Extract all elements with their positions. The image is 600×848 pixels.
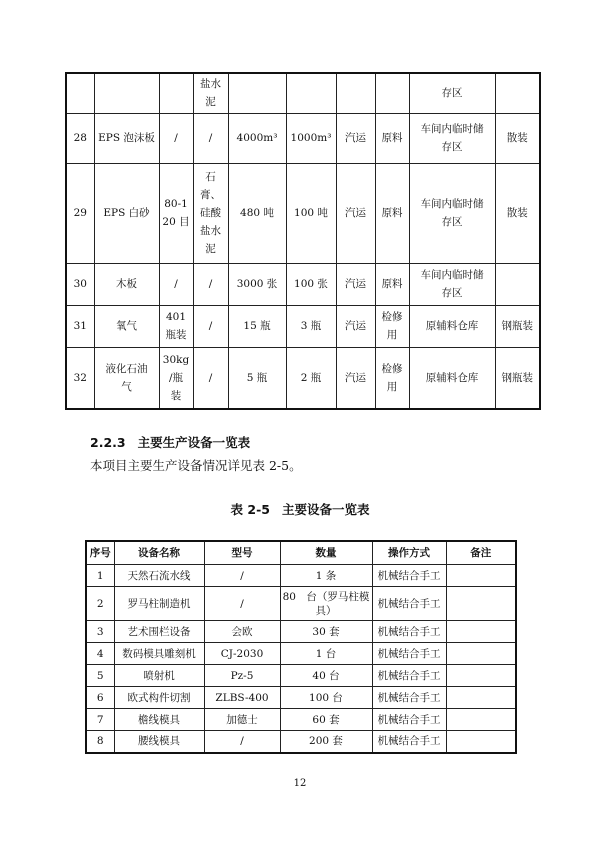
equipment-name-cell: 艺术围栏设备 [114, 621, 204, 643]
material-spec-cell: / [159, 263, 193, 305]
equipment-model-cell: / [204, 565, 280, 587]
equipment-name-cell: 罗马柱制造机 [114, 587, 204, 621]
equipment-mode-cell: 机械结合手工 [372, 687, 446, 709]
equipment-row [86, 731, 516, 753]
material-composition-cell: / [193, 113, 228, 163]
equipment-mode-cell: 机械结合手工 [372, 621, 446, 643]
equipment-header-cell: 设备名称 [114, 541, 204, 565]
material-composition-cell: / [193, 305, 228, 347]
equipment-header-cell: 备注 [446, 541, 516, 565]
equipment-name-cell: 欧式构件切割 [114, 687, 204, 709]
material-packing-cell [495, 263, 540, 305]
material-row [66, 163, 540, 263]
material-row [66, 73, 540, 113]
equipment-row [86, 587, 516, 621]
equipment-no-cell: 7 [86, 709, 114, 731]
equipment-name-cell: 檐线模具 [114, 709, 204, 731]
table-caption [0, 500, 600, 518]
material-max-storage-cell: 2 瓶 [286, 347, 336, 409]
equipment-note-cell [446, 621, 516, 643]
material-packing-cell: 散装 [495, 113, 540, 163]
material-transport-cell: 汽运 [336, 347, 375, 409]
material-max-storage-cell: 3 瓶 [286, 305, 336, 347]
equipment-model-cell: 会欧 [204, 621, 280, 643]
material-storage-cell: 原辅料仓库 [409, 347, 495, 409]
material-row [66, 113, 540, 163]
material-max-storage-cell: 100 张 [286, 263, 336, 305]
equipment-table-header [86, 541, 516, 565]
material-row [66, 347, 540, 409]
equipment-no-cell: 5 [86, 665, 114, 687]
material-name-cell: 液化石油 气 [94, 347, 159, 409]
page-number: 12 [293, 778, 307, 789]
material-composition-cell: / [193, 263, 228, 305]
equipment-qty-cell: 1 条 [280, 565, 372, 587]
material-transport-cell: 汽运 [336, 305, 375, 347]
equipment-row [86, 621, 516, 643]
material-transport-cell [336, 73, 375, 113]
equipment-note-cell [446, 709, 516, 731]
equipment-row [86, 709, 516, 731]
equipment-model-cell: / [204, 587, 280, 621]
equipment-model-cell: Pz-5 [204, 665, 280, 687]
equipment-qty-cell: 60 套 [280, 709, 372, 731]
section-paragraph: 本项目主要生产设备情况详见表 2-5。 [90, 458, 302, 473]
material-storage-cell: 车间内临时储 存区 [409, 163, 495, 263]
materials-table [65, 72, 541, 410]
material-no-cell: 32 [66, 347, 94, 409]
material-annual-cell: 4000m³ [228, 113, 286, 163]
material-no-cell: 30 [66, 263, 94, 305]
material-type-cell [375, 73, 409, 113]
material-packing-cell: 散装 [495, 163, 540, 263]
material-name-cell: EPS 泡沫板 [94, 113, 159, 163]
material-type-cell: 原料 [375, 113, 409, 163]
material-annual-cell: 3000 张 [228, 263, 286, 305]
equipment-row [86, 687, 516, 709]
material-packing-cell: 钢瓶装 [495, 305, 540, 347]
material-spec-cell: / [159, 113, 193, 163]
equipment-note-cell [446, 731, 516, 753]
material-storage-cell: 原辅料仓库 [409, 305, 495, 347]
equipment-qty-cell: 100 台 [280, 687, 372, 709]
section-heading [90, 433, 250, 451]
equipment-header-cell: 型号 [204, 541, 280, 565]
equipment-model-cell: 加德士 [204, 709, 280, 731]
material-composition-cell: / [193, 347, 228, 409]
equipment-qty-cell: 80 台（罗马柱模 具） [280, 587, 372, 621]
material-type-cell: 原料 [375, 163, 409, 263]
material-packing-cell: 钢瓶装 [495, 347, 540, 409]
material-composition-cell: 石 膏、 硅酸 盐水 泥 [193, 163, 228, 263]
equipment-qty-cell: 200 套 [280, 731, 372, 753]
equipment-mode-cell: 机械结合手工 [372, 731, 446, 753]
equipment-mode-cell: 机械结合手工 [372, 565, 446, 587]
equipment-no-cell: 8 [86, 731, 114, 753]
material-max-storage-cell: 1000m³ [286, 113, 336, 163]
material-spec-cell: 401 瓶装 [159, 305, 193, 347]
equipment-row [86, 665, 516, 687]
section-title: 主要生产设备一览表 [137, 435, 251, 450]
equipment-header-cell: 数量 [280, 541, 372, 565]
material-transport-cell: 汽运 [336, 163, 375, 263]
material-name-cell: 木板 [94, 263, 159, 305]
material-no-cell: 29 [66, 163, 94, 263]
material-packing-cell [495, 73, 540, 113]
material-annual-cell [228, 73, 286, 113]
equipment-note-cell [446, 587, 516, 621]
equipment-header-cell: 操作方式 [372, 541, 446, 565]
table-caption-title: 主要设备一览表 [281, 502, 370, 517]
equipment-name-cell: 腰线模具 [114, 731, 204, 753]
equipment-table [85, 540, 517, 754]
equipment-mode-cell: 机械结合手工 [372, 643, 446, 665]
equipment-mode-cell: 机械结合手工 [372, 587, 446, 621]
equipment-no-cell: 4 [86, 643, 114, 665]
material-type-cell: 检修 用 [375, 305, 409, 347]
material-storage-cell: 车间内临时储 存区 [409, 263, 495, 305]
material-type-cell: 原料 [375, 263, 409, 305]
equipment-row [86, 565, 516, 587]
equipment-no-cell: 1 [86, 565, 114, 587]
section-number: 2.2.3 [90, 435, 126, 450]
equipment-name-cell: 天然石流水线 [114, 565, 204, 587]
equipment-model-cell: ZLBS-400 [204, 687, 280, 709]
material-annual-cell: 15 瓶 [228, 305, 286, 347]
material-row [66, 263, 540, 305]
equipment-name-cell: 喷射机 [114, 665, 204, 687]
material-annual-cell: 5 瓶 [228, 347, 286, 409]
equipment-note-cell [446, 665, 516, 687]
equipment-no-cell: 2 [86, 587, 114, 621]
material-max-storage-cell: 100 吨 [286, 163, 336, 263]
material-name-cell: 氧气 [94, 305, 159, 347]
equipment-no-cell: 3 [86, 621, 114, 643]
material-row [66, 305, 540, 347]
material-storage-cell: 车间内临时储 存区 [409, 113, 495, 163]
equipment-header-cell: 序号 [86, 541, 114, 565]
material-no-cell: 31 [66, 305, 94, 347]
equipment-qty-cell: 1 台 [280, 643, 372, 665]
material-composition-cell: 盐水 泥 [193, 73, 228, 113]
material-no-cell [66, 73, 94, 113]
material-spec-cell: 80-1 20 目 [159, 163, 193, 263]
equipment-qty-cell: 30 套 [280, 621, 372, 643]
equipment-row [86, 643, 516, 665]
equipment-model-cell: / [204, 731, 280, 753]
equipment-qty-cell: 40 台 [280, 665, 372, 687]
material-max-storage-cell [286, 73, 336, 113]
equipment-note-cell [446, 643, 516, 665]
material-no-cell: 28 [66, 113, 94, 163]
equipment-mode-cell: 机械结合手工 [372, 709, 446, 731]
material-storage-cell: 存区 [409, 73, 495, 113]
material-transport-cell: 汽运 [336, 263, 375, 305]
material-name-cell: EPS 白砂 [94, 163, 159, 263]
material-name-cell [94, 73, 159, 113]
table-caption-number: 表 2-5 [230, 502, 270, 517]
equipment-mode-cell: 机械结合手工 [372, 665, 446, 687]
material-type-cell: 检修 用 [375, 347, 409, 409]
equipment-note-cell [446, 687, 516, 709]
material-spec-cell: 30kg /瓶 装 [159, 347, 193, 409]
equipment-model-cell: CJ-2030 [204, 643, 280, 665]
material-spec-cell [159, 73, 193, 113]
material-transport-cell: 汽运 [336, 113, 375, 163]
equipment-note-cell [446, 565, 516, 587]
equipment-name-cell: 数码模具雕刻机 [114, 643, 204, 665]
equipment-no-cell: 6 [86, 687, 114, 709]
material-annual-cell: 480 吨 [228, 163, 286, 263]
